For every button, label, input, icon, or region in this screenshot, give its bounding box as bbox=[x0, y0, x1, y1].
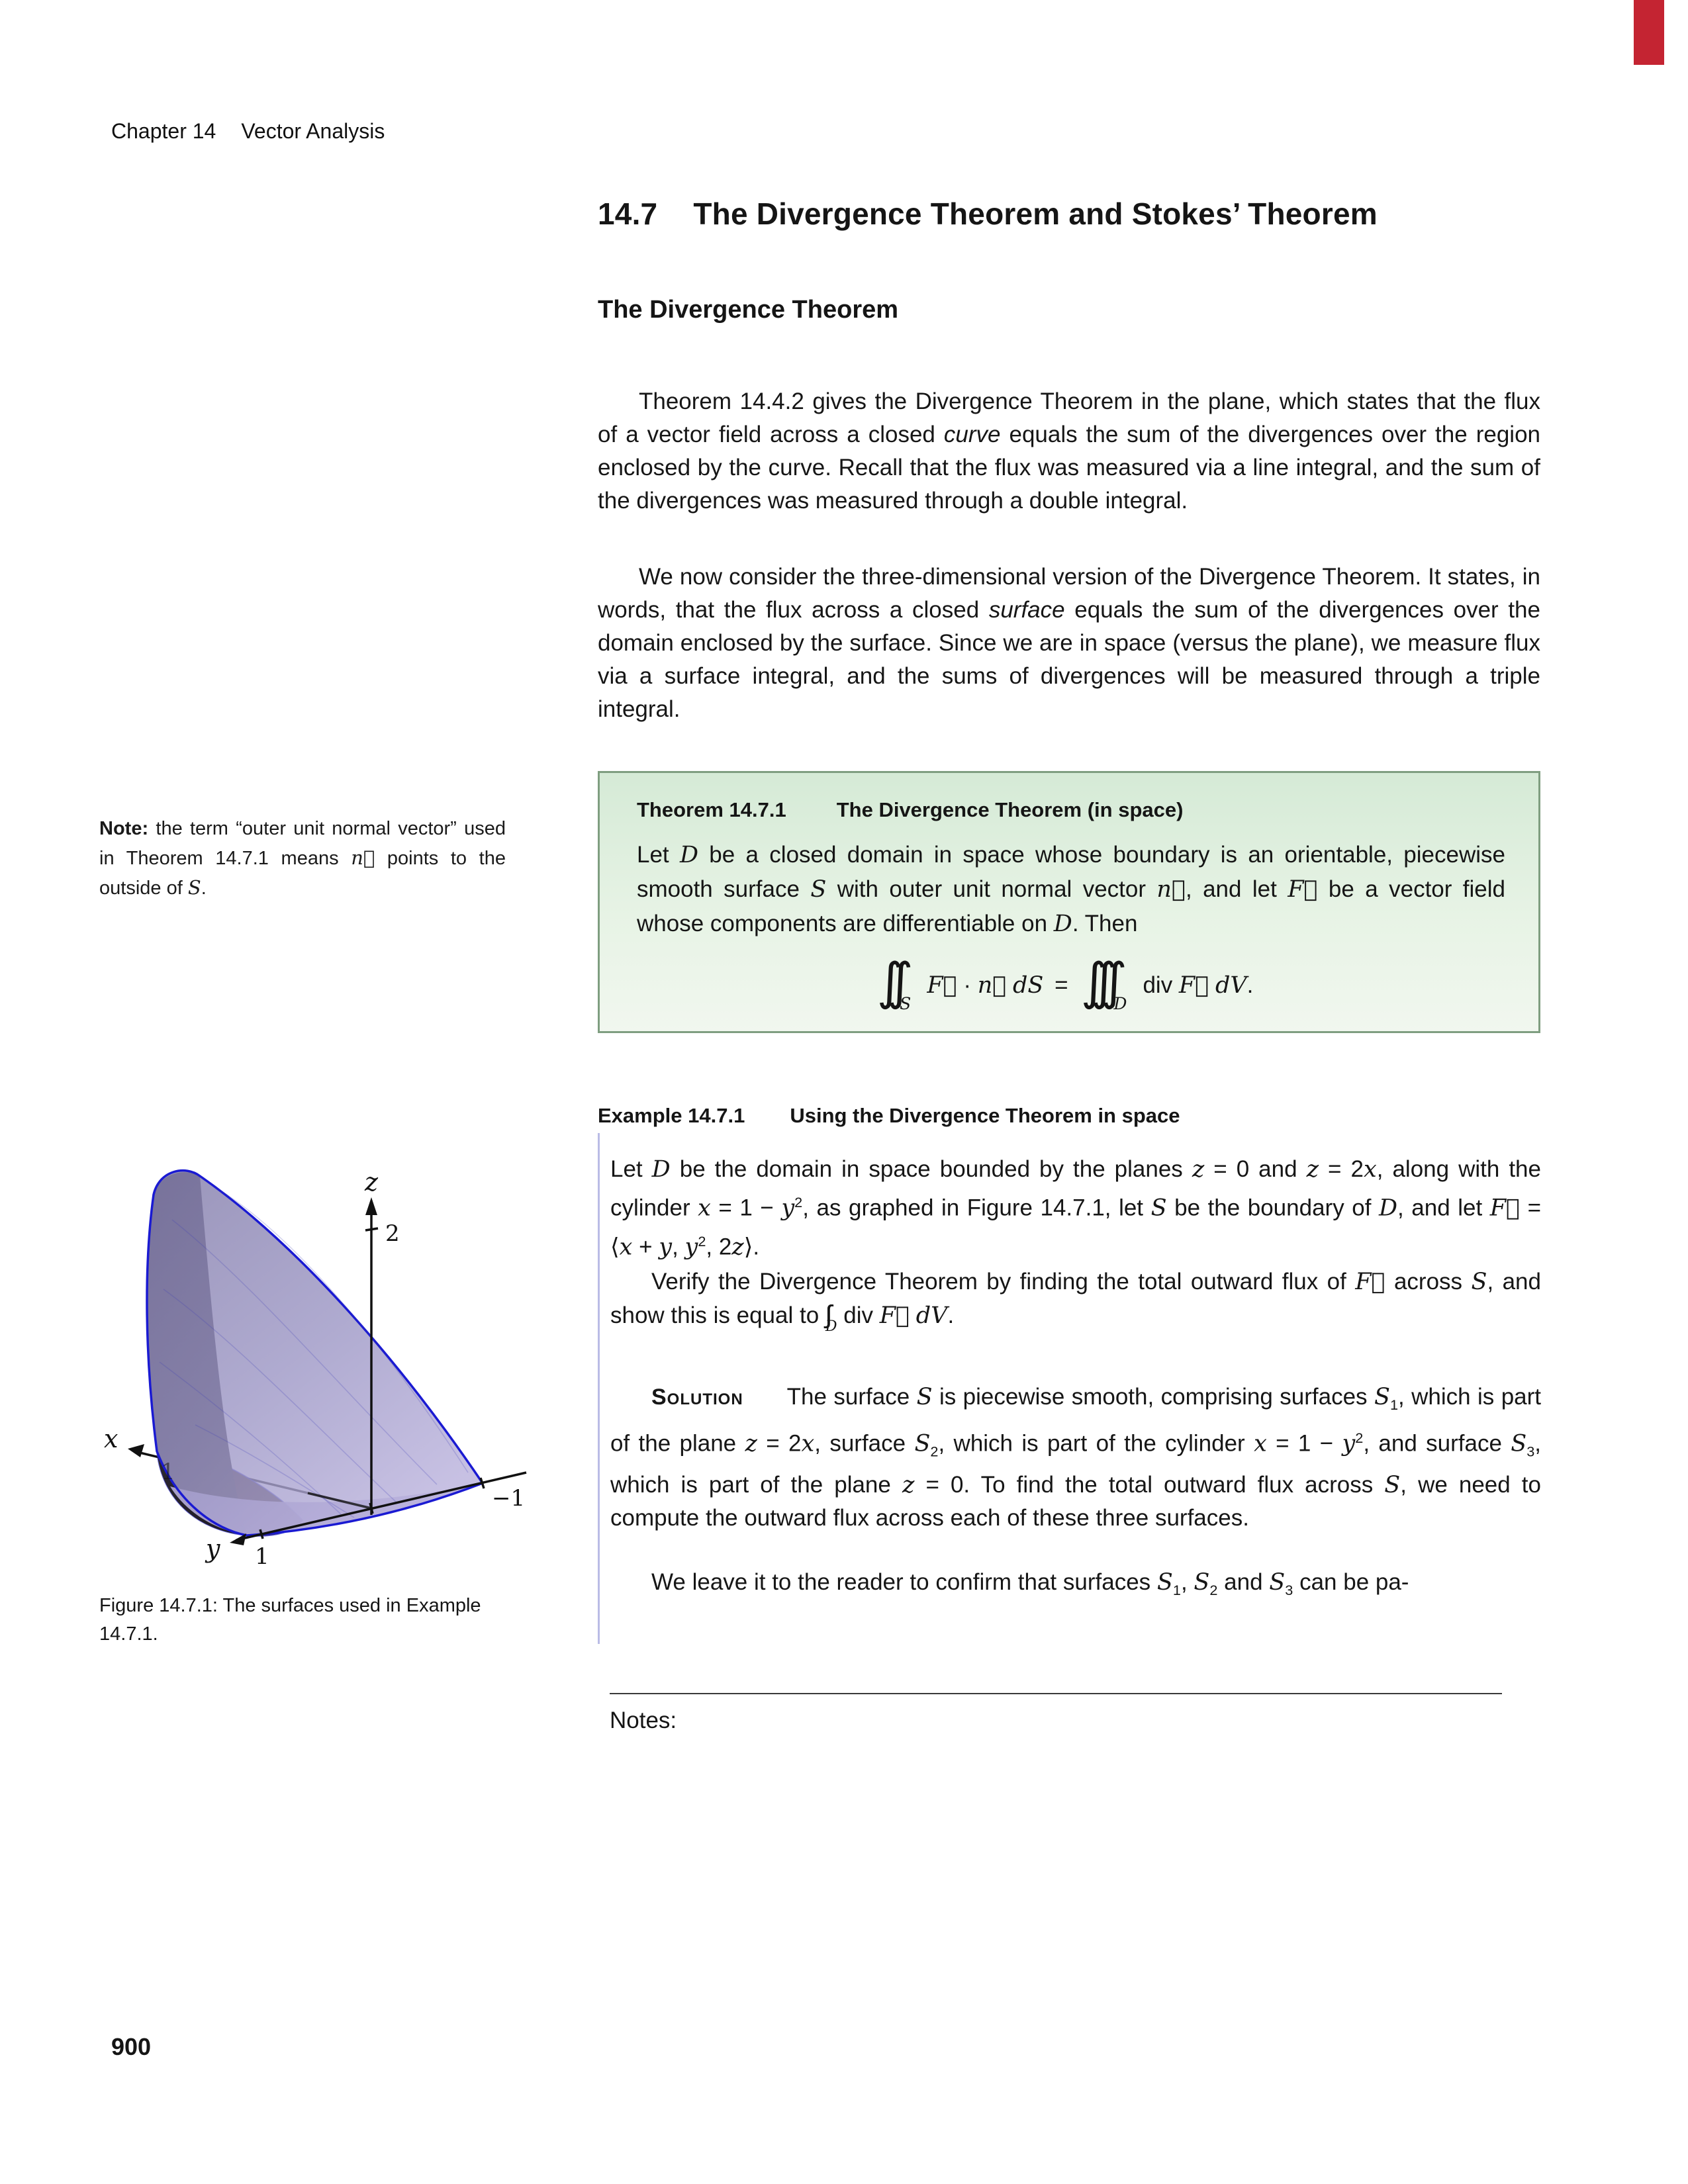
theorem-heading bbox=[637, 798, 1183, 822]
theorem-label: Theorem 14.7.1 bbox=[637, 798, 786, 821]
section-name: The Divergence Theorem and Stokes’ Theorem bbox=[693, 197, 1378, 231]
section-title bbox=[598, 196, 1378, 232]
z-axis-arrowhead bbox=[365, 1197, 377, 1215]
chapter-label: Chapter 14 bbox=[111, 119, 216, 143]
example-name: Using the Divergence Theorem in space bbox=[790, 1104, 1180, 1127]
theorem-statement: Let D be a closed domain in space whose boundary is an orientable, piecewise smooth surface S with outer unit normal vector n⃗, and let F⃗ be a vector field whose components are differentiable on D. Then bbox=[637, 842, 1506, 937]
figure-3d-surfaces bbox=[63, 1140, 533, 1567]
solid-region bbox=[147, 1171, 483, 1536]
subsection-title: The Divergence Theorem bbox=[598, 296, 899, 324]
intro-paragraph-2: We now consider the three-dimensional version of the Divergence Theorem. It states, in words, that the flux across a closed surface equals the sum of the divergences over the domain enclosed by the surface. Since we are in space (versus the plane), we measure flux via a surface integral, and the sums of divergences will be measured through a triple integral. bbox=[598, 564, 1540, 722]
theorem-name: The Divergence Theorem (in space) bbox=[836, 798, 1184, 821]
section-number: 14.7 bbox=[598, 197, 658, 231]
page-number: 900 bbox=[111, 2033, 152, 2060]
y-axis-arrowhead bbox=[230, 1533, 246, 1545]
margin-note: Note: the term “outer unit normal vector” used in Theorem 14.7.1 means n⃗ points to the outside of S. bbox=[99, 818, 506, 899]
example-continuation: We leave it to the reader to confirm that surfaces $S_1$, $S_2$ and $S_3$ can be pa- bbox=[651, 1569, 1409, 1598]
example-solution: Solution The surface S is piecewise smooth, comprising surfaces $S_1$, which is part of the plane z = 2x, surface $S_2$, which is part of the cylinder $x = 1 - y^2$, and surface $S_3$, which is part of the plane z = 0. To find the total outward flux across S, we need to compute the outward flux across each of these three surfaces. bbox=[610, 1384, 1542, 1531]
x-axis-label: x bbox=[104, 1424, 118, 1453]
y-axis-label: y bbox=[206, 1534, 220, 1563]
z-axis-label: z bbox=[365, 1167, 379, 1197]
plane-z2x-surface bbox=[147, 1171, 483, 1535]
notes-label: Notes: bbox=[610, 1707, 677, 1733]
example-label: Example 14.7.1 bbox=[598, 1104, 745, 1127]
divergence-theorem-formula: ∫∫ S F⃗ · n⃗ dS = ∫∫∫ D div F⃗ dV. bbox=[876, 952, 1254, 1013]
running-header bbox=[111, 119, 385, 144]
y-axis-tick-neg1: −1 bbox=[492, 1485, 526, 1512]
z-axis-tick-2: 2 bbox=[385, 1220, 400, 1247]
example-task: Verify the Divergence Theorem by finding the total outward flux of F⃗ across S, and show this is equal to $_D$ div F⃗ dV. bbox=[610, 1269, 1541, 1335]
example-left-rule bbox=[598, 1133, 600, 1644]
notes-divider-rule bbox=[610, 1693, 1502, 1694]
theorem-box bbox=[598, 771, 1540, 1033]
example-heading bbox=[598, 1104, 1180, 1128]
x-axis-tick-1: 1 bbox=[161, 1459, 175, 1485]
chapter-title: Vector Analysis bbox=[241, 119, 385, 143]
figure-caption: Figure 14.7.1: The surfaces used in Example 14.7.1. bbox=[99, 1595, 481, 1645]
intro-paragraph-1: Theorem 14.4.2 gives the Divergence Theorem in the plane, which states that the flux of a vector field across a closed curve equals the sum of the divergences over the region enclosed by the curve. Recall that the flux was measured via a line integral, and the sum of the divergences was measured through a double integral. bbox=[598, 388, 1541, 514]
example-intro: Let D be the domain in space bounded by the planes z = 0 and z = 2x, along with the cylinder $x = 1 - y^2$, as graphed in Figure 14.7.1, let S be the boundary of D, and let F⃗ = ⟨x + y, $y^2$, 2z⟩. bbox=[610, 1156, 1542, 1261]
y-axis-tick-1: 1 bbox=[255, 1543, 269, 1567]
x-axis-arrowhead bbox=[128, 1444, 144, 1457]
chapter-tab-ribbon bbox=[1634, 0, 1664, 65]
